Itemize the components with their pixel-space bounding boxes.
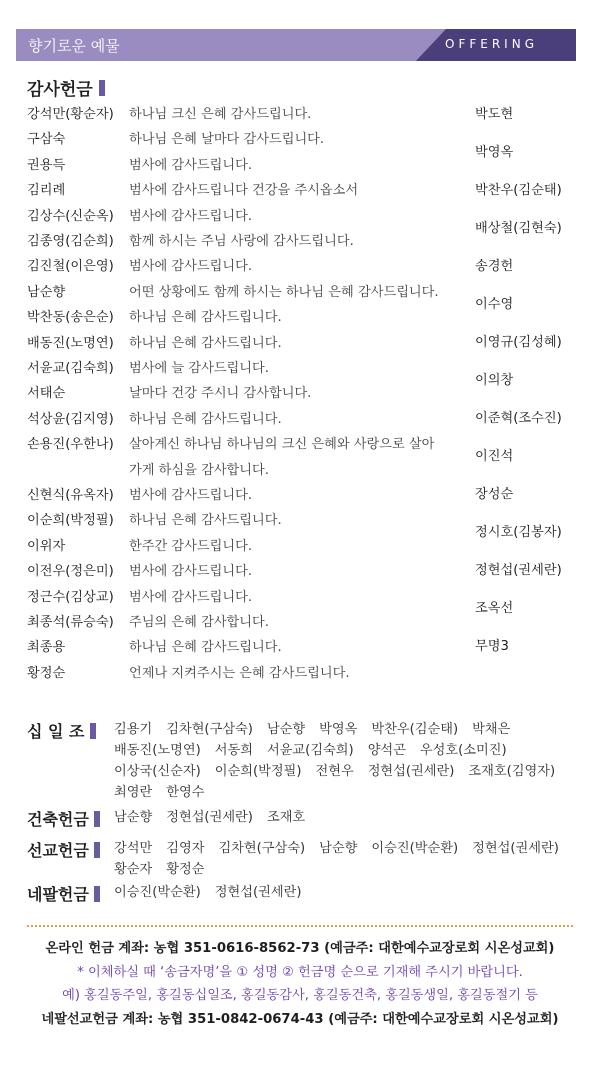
header-subtitle: OFFERING	[445, 37, 538, 51]
donor-name: 남순향	[319, 841, 358, 856]
offering-message: 하나님 은혜 감사드립니다.	[129, 335, 282, 351]
mission-heading	[27, 838, 100, 861]
marker-icon	[90, 723, 96, 739]
donor-name: 박채은	[472, 722, 511, 737]
donor-name: 정현섭(권세란)	[166, 810, 253, 825]
header-title: 향기로운 예물	[28, 37, 120, 55]
right-donor-name: 이영규(김성혜)	[475, 335, 562, 350]
offering-message: 하나님 은혜 감사드립니다.	[129, 640, 282, 656]
donor-name: 조재호(김영자)	[468, 764, 556, 779]
nepal-names	[114, 882, 574, 903]
donor-name: 강석만(황순자)	[27, 107, 114, 122]
offering-message: 범사에 감사드립니다 건강을 주시옵소서	[129, 183, 359, 199]
nepal-label: 네팔헌금	[27, 885, 89, 904]
donor-name: 석상윤(김지영)	[27, 411, 114, 427]
transfer-example: 예) 홍길동주일, 홍길동십일조, 홍길동감사, 홍길동건축, 홍길동생일, 홍길동절기 등	[62, 988, 538, 1003]
donor-name: 이상국(신순자)	[114, 764, 201, 779]
donor-name: 서윤교(김숙희)	[266, 743, 354, 758]
donor-name: 서동희	[214, 743, 253, 758]
donor-name: 최종석(류승숙)	[27, 615, 114, 630]
marker-icon	[99, 80, 105, 96]
donor-name: 서태순	[27, 386, 66, 402]
offering-message: 범사에 감사드립니다.	[129, 488, 253, 503]
offering-message: 하나님 은혜 감사드립니다.	[129, 310, 282, 326]
offering-message: 한주간 감사드립니다.	[129, 538, 253, 554]
transfer-note: * 이체하실 때 ‘송금자명’을 ① 성명 ② 헌금명 순으로 기재해 주시기 바랍니다.	[77, 965, 523, 980]
right-donor-name: 박영옥	[475, 145, 514, 160]
right-donor-name: 무명3	[475, 639, 509, 654]
offering-message: 살아계신 하나님 하나님의 크신 은혜와 사랑으로 살아	[129, 437, 435, 453]
offering-message: 날마다 건강 주시니 감사합니다.	[129, 386, 312, 402]
tithe-heading	[27, 719, 96, 742]
offering-message: 가게 하심을 감사합니다.	[129, 462, 269, 478]
donor-name: 이전우(정은미)	[27, 564, 114, 580]
offering-message: 하나님 은혜 감사드립니다.	[129, 513, 282, 529]
offering-message: 범사에 감사드립니다.	[129, 564, 253, 580]
donor-name: 조재호	[266, 810, 306, 825]
donor-name: 박영옥	[319, 722, 358, 737]
building-heading	[27, 807, 100, 830]
donor-name: 김차현(구삼숙)	[218, 841, 306, 856]
tithe-label: 십 일 조	[27, 722, 85, 741]
donor-name: 우성호(소미진)	[419, 743, 507, 758]
building-names	[114, 807, 574, 828]
donor-name: 김용기	[114, 722, 153, 737]
donor-name: 남순향	[27, 284, 66, 300]
mission-label: 선교헌금	[27, 841, 89, 860]
offering-message: 범사에 감사드립니다.	[129, 259, 253, 275]
donor-name: 이위자	[27, 538, 66, 554]
offering-message: 하나님 은혜 감사드립니다.	[129, 411, 282, 427]
building-label: 건축헌금	[27, 810, 89, 829]
right-donor-name: 배상철(김현숙)	[475, 221, 562, 236]
offering-message: 하나님 은혜 날마다 감사드립니다.	[129, 132, 325, 148]
mission-names	[114, 838, 574, 880]
donor-name: 이승진(박순환)	[114, 885, 201, 900]
donor-name: 신현식(유옥자)	[27, 488, 114, 503]
donor-name: 강석만	[114, 841, 153, 856]
donor-name: 서윤교(김숙희)	[27, 361, 114, 376]
right-donor-name: 이진석	[475, 449, 514, 464]
right-donor-name: 이의창	[475, 373, 514, 388]
tithe-names	[114, 719, 574, 803]
donor-name: 양석곤	[367, 743, 406, 758]
donor-name: 김차현(구삼숙)	[166, 722, 253, 737]
donor-name: 권용득	[27, 157, 66, 173]
marker-icon	[94, 811, 100, 827]
donor-name: 한영수	[166, 785, 205, 800]
right-donor-name: 장성순	[475, 487, 514, 502]
donor-name: 최종용	[27, 640, 66, 656]
donor-name: 정근수(김상교)	[27, 589, 114, 605]
right-donor-name: 정시호(김봉자)	[475, 525, 562, 540]
donor-name: 정현섭(권세란)	[214, 885, 302, 900]
right-donor-name: 박찬우(김순태)	[475, 183, 562, 198]
donor-name: 김진철(이은영)	[27, 259, 114, 275]
donor-name: 구삼숙	[27, 132, 66, 148]
marker-icon	[94, 886, 100, 902]
thanks-heading	[27, 75, 105, 100]
donor-name: 이순희(박정필)	[27, 513, 114, 529]
nepal-heading	[27, 882, 100, 905]
nepal-account: 네팔선교헌금 계좌: 농협 351-0842-0674-43 (예금주: 대한예수교장로회 시온성교회)	[41, 1012, 559, 1027]
donor-name: 배동진(노명연)	[114, 743, 201, 758]
donor-name: 황정순	[27, 665, 66, 681]
donor-name: 박찬우(김순태)	[371, 722, 459, 737]
donor-name: 황순자	[114, 862, 153, 877]
donor-name: 이순희(박정필)	[214, 764, 302, 779]
donor-name: 황정순	[166, 862, 205, 877]
donor-name: 김리례	[27, 183, 66, 199]
donor-name: 정현섭(권세란)	[367, 764, 455, 779]
donor-name: 김종영(김순희)	[27, 234, 114, 249]
right-donor-name: 송경헌	[475, 259, 514, 274]
donor-name: 김영자	[166, 841, 205, 856]
donor-name: 최영란	[114, 785, 153, 800]
offering-message: 범사에 감사드립니다.	[129, 157, 253, 173]
donor-name: 김상수(신순옥)	[27, 208, 114, 224]
donor-name: 전현우	[315, 764, 354, 779]
offering-message: 언제나 지켜주시는 은혜 감사드립니다.	[129, 665, 350, 681]
thanks-label: 감사헌금	[27, 80, 93, 100]
donor-name: 남순향	[114, 810, 153, 825]
donor-name: 이승진(박순환)	[371, 841, 459, 856]
donor-name: 정현섭(권세란)	[472, 841, 559, 856]
right-donor-name: 조옥선	[475, 601, 514, 616]
donor-name: 박찬동(송은순)	[27, 310, 114, 326]
offering-message: 하나님 크신 은혜 감사드립니다.	[129, 107, 312, 122]
donor-name: 손용진(우한나)	[27, 437, 114, 453]
online-account: 온라인 헌금 계좌: 농협 351-0616-8562-73 (예금주: 대한예수교장로회 시온성교회)	[45, 941, 555, 956]
offering-message: 범사에 감사드립니다.	[129, 589, 253, 605]
donor-name: 배동진(노명연)	[27, 335, 114, 351]
offering-message: 범사에 늘 감사드립니다.	[129, 361, 269, 376]
offering-message: 함께 하시는 주님 사랑에 감사드립니다.	[129, 234, 354, 249]
offering-message: 범사에 감사드립니다.	[129, 208, 253, 224]
section-header	[16, 29, 576, 61]
right-donor-name: 이준혁(조수진)	[475, 411, 562, 426]
divider	[27, 925, 573, 927]
offering-message: 주님의 은혜 감사합니다.	[129, 615, 269, 630]
donor-name: 남순향	[266, 722, 306, 737]
right-donor-name: 이수영	[475, 297, 514, 312]
right-donor-name: 정현섭(권세란)	[475, 563, 562, 578]
marker-icon	[94, 842, 100, 858]
offering-message: 어떤 상황에도 함께 하시는 하나님 은혜 감사드립니다.	[129, 284, 439, 300]
right-donor-name: 박도현	[475, 107, 514, 122]
